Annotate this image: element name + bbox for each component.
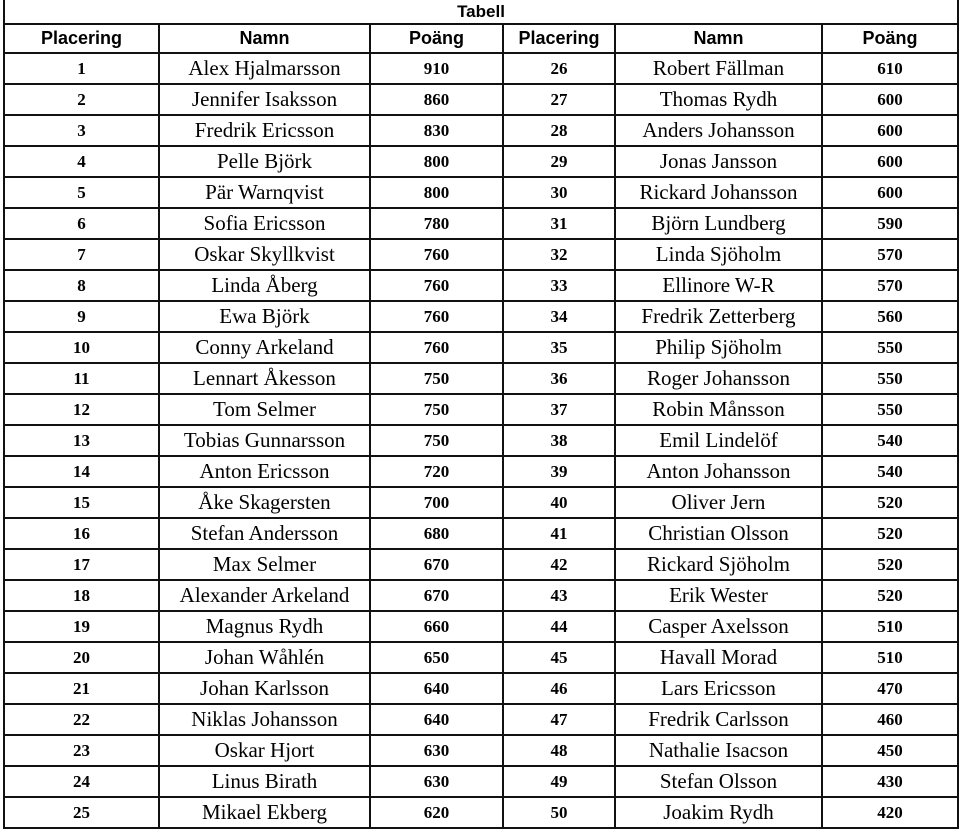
right-name-cell: Casper Axelsson <box>615 611 822 642</box>
left-rank-cell: 11 <box>4 363 159 394</box>
right-points-cell: 570 <box>822 270 958 301</box>
table-row <box>4 53 958 84</box>
left-points-cell: 680 <box>370 518 503 549</box>
table-row <box>4 735 958 766</box>
left-points-cell: 640 <box>370 704 503 735</box>
left-name-cell: Tom Selmer <box>159 394 370 425</box>
right-name-cell: Anders Johansson <box>615 115 822 146</box>
left-name-cell: Linda Åberg <box>159 270 370 301</box>
table-row <box>4 394 958 425</box>
left-name-cell: Johan Wåhlén <box>159 642 370 673</box>
right-points-cell: 460 <box>822 704 958 735</box>
right-rank-cell: 46 <box>503 673 615 704</box>
left-rank-cell: 9 <box>4 301 159 332</box>
right-rank-cell: 27 <box>503 84 615 115</box>
left-name-cell: Conny Arkeland <box>159 332 370 363</box>
right-points-cell: 550 <box>822 363 958 394</box>
left-name-cell: Mikael Ekberg <box>159 797 370 828</box>
right-name-cell: Fredrik Carlsson <box>615 704 822 735</box>
left-points-cell: 910 <box>370 53 503 84</box>
right-rank-cell: 50 <box>503 797 615 828</box>
right-name-cell: Thomas Rydh <box>615 84 822 115</box>
table-row <box>4 363 958 394</box>
left-name-cell: Johan Karlsson <box>159 673 370 704</box>
left-rank-cell: 15 <box>4 487 159 518</box>
right-rank-cell: 47 <box>503 704 615 735</box>
left-name-cell: Alex Hjalmarsson <box>159 53 370 84</box>
left-rank-cell: 17 <box>4 549 159 580</box>
right-rank-cell: 35 <box>503 332 615 363</box>
left-points-cell: 780 <box>370 208 503 239</box>
table-row <box>4 704 958 735</box>
right-name-cell: Robin Månsson <box>615 394 822 425</box>
left-rank-cell: 22 <box>4 704 159 735</box>
left-name-cell: Jennifer Isaksson <box>159 84 370 115</box>
right-rank-cell: 32 <box>503 239 615 270</box>
left-rank-cell: 4 <box>4 146 159 177</box>
table-row <box>4 332 958 363</box>
right-points-cell: 600 <box>822 146 958 177</box>
right-rank-cell: 42 <box>503 549 615 580</box>
left-points-cell: 630 <box>370 735 503 766</box>
table-row <box>4 766 958 797</box>
left-points-cell: 750 <box>370 425 503 456</box>
left-rank-cell: 23 <box>4 735 159 766</box>
right-name-cell: Philip Sjöholm <box>615 332 822 363</box>
column-header-poang-left: Poäng <box>370 24 503 53</box>
right-points-cell: 510 <box>822 642 958 673</box>
right-points-cell: 420 <box>822 797 958 828</box>
right-points-cell: 470 <box>822 673 958 704</box>
table-row <box>4 177 958 208</box>
right-points-cell: 540 <box>822 456 958 487</box>
left-name-cell: Lennart Åkesson <box>159 363 370 394</box>
left-points-cell: 670 <box>370 549 503 580</box>
right-name-cell: Erik Wester <box>615 580 822 611</box>
column-header-poang-right: Poäng <box>822 24 958 53</box>
left-name-cell: Fredrik Ericsson <box>159 115 370 146</box>
left-rank-cell: 5 <box>4 177 159 208</box>
right-rank-cell: 38 <box>503 425 615 456</box>
left-points-cell: 650 <box>370 642 503 673</box>
right-rank-cell: 44 <box>503 611 615 642</box>
left-points-cell: 760 <box>370 301 503 332</box>
left-name-cell: Tobias Gunnarsson <box>159 425 370 456</box>
right-name-cell: Christian Olsson <box>615 518 822 549</box>
left-points-cell: 660 <box>370 611 503 642</box>
right-rank-cell: 41 <box>503 518 615 549</box>
left-points-cell: 750 <box>370 394 503 425</box>
right-name-cell: Emil Lindelöf <box>615 425 822 456</box>
right-rank-cell: 49 <box>503 766 615 797</box>
right-points-cell: 450 <box>822 735 958 766</box>
right-points-cell: 540 <box>822 425 958 456</box>
right-name-cell: Anton Johansson <box>615 456 822 487</box>
left-points-cell: 640 <box>370 673 503 704</box>
right-points-cell: 560 <box>822 301 958 332</box>
table-title-row <box>4 0 958 24</box>
right-name-cell: Rickard Sjöholm <box>615 549 822 580</box>
right-rank-cell: 48 <box>503 735 615 766</box>
table-row <box>4 611 958 642</box>
right-points-cell: 520 <box>822 549 958 580</box>
right-points-cell: 600 <box>822 84 958 115</box>
left-points-cell: 760 <box>370 332 503 363</box>
table-row <box>4 549 958 580</box>
right-name-cell: Joakim Rydh <box>615 797 822 828</box>
left-points-cell: 800 <box>370 177 503 208</box>
right-name-cell: Fredrik Zetterberg <box>615 301 822 332</box>
right-name-cell: Robert Fällman <box>615 53 822 84</box>
right-name-cell: Jonas Jansson <box>615 146 822 177</box>
left-name-cell: Stefan Andersson <box>159 518 370 549</box>
left-points-cell: 800 <box>370 146 503 177</box>
column-header-namn-left: Namn <box>159 24 370 53</box>
right-rank-cell: 37 <box>503 394 615 425</box>
left-name-cell: Magnus Rydh <box>159 611 370 642</box>
left-name-cell: Linus Birath <box>159 766 370 797</box>
right-name-cell: Havall Morad <box>615 642 822 673</box>
right-points-cell: 430 <box>822 766 958 797</box>
right-rank-cell: 40 <box>503 487 615 518</box>
right-points-cell: 550 <box>822 332 958 363</box>
right-points-cell: 520 <box>822 487 958 518</box>
left-points-cell: 860 <box>370 84 503 115</box>
table-row <box>4 115 958 146</box>
left-rank-cell: 6 <box>4 208 159 239</box>
left-rank-cell: 14 <box>4 456 159 487</box>
right-rank-cell: 28 <box>503 115 615 146</box>
table-row <box>4 84 958 115</box>
left-rank-cell: 18 <box>4 580 159 611</box>
left-rank-cell: 25 <box>4 797 159 828</box>
left-points-cell: 630 <box>370 766 503 797</box>
table-row <box>4 580 958 611</box>
left-rank-cell: 20 <box>4 642 159 673</box>
right-rank-cell: 43 <box>503 580 615 611</box>
table-title: Tabell <box>4 0 958 24</box>
right-rank-cell: 33 <box>503 270 615 301</box>
left-name-cell: Åke Skagersten <box>159 487 370 518</box>
table-row <box>4 642 958 673</box>
column-header-placering-right: Placering <box>503 24 615 53</box>
left-name-cell: Sofia Ericsson <box>159 208 370 239</box>
column-header-namn-right: Namn <box>615 24 822 53</box>
left-name-cell: Alexander Arkeland <box>159 580 370 611</box>
table-row <box>4 146 958 177</box>
right-rank-cell: 34 <box>503 301 615 332</box>
left-name-cell: Pelle Björk <box>159 146 370 177</box>
right-name-cell: Roger Johansson <box>615 363 822 394</box>
table-row <box>4 673 958 704</box>
left-rank-cell: 10 <box>4 332 159 363</box>
table-row <box>4 456 958 487</box>
right-points-cell: 510 <box>822 611 958 642</box>
left-name-cell: Oskar Hjort <box>159 735 370 766</box>
right-name-cell: Oliver Jern <box>615 487 822 518</box>
column-header-placering-left: Placering <box>4 24 159 53</box>
left-name-cell: Anton Ericsson <box>159 456 370 487</box>
right-name-cell: Rickard Johansson <box>615 177 822 208</box>
table-row <box>4 301 958 332</box>
right-rank-cell: 45 <box>503 642 615 673</box>
column-header-row <box>4 24 958 53</box>
right-points-cell: 570 <box>822 239 958 270</box>
right-rank-cell: 30 <box>503 177 615 208</box>
right-name-cell: Nathalie Isacson <box>615 735 822 766</box>
right-name-cell: Björn Lundberg <box>615 208 822 239</box>
table-row <box>4 239 958 270</box>
left-rank-cell: 1 <box>4 53 159 84</box>
right-points-cell: 520 <box>822 580 958 611</box>
left-rank-cell: 8 <box>4 270 159 301</box>
left-points-cell: 760 <box>370 239 503 270</box>
right-points-cell: 590 <box>822 208 958 239</box>
left-points-cell: 830 <box>370 115 503 146</box>
right-rank-cell: 39 <box>503 456 615 487</box>
right-rank-cell: 36 <box>503 363 615 394</box>
left-points-cell: 720 <box>370 456 503 487</box>
right-points-cell: 550 <box>822 394 958 425</box>
right-rank-cell: 29 <box>503 146 615 177</box>
standings-table <box>3 0 959 829</box>
table-row <box>4 425 958 456</box>
left-rank-cell: 21 <box>4 673 159 704</box>
left-rank-cell: 2 <box>4 84 159 115</box>
table-row <box>4 487 958 518</box>
right-name-cell: Stefan Olsson <box>615 766 822 797</box>
left-name-cell: Max Selmer <box>159 549 370 580</box>
right-name-cell: Ellinore W-R <box>615 270 822 301</box>
left-name-cell: Ewa Björk <box>159 301 370 332</box>
table-row <box>4 518 958 549</box>
table-row <box>4 208 958 239</box>
right-points-cell: 520 <box>822 518 958 549</box>
left-points-cell: 670 <box>370 580 503 611</box>
table-row <box>4 270 958 301</box>
right-name-cell: Lars Ericsson <box>615 673 822 704</box>
table-body <box>4 53 958 828</box>
right-points-cell: 610 <box>822 53 958 84</box>
left-rank-cell: 13 <box>4 425 159 456</box>
right-points-cell: 600 <box>822 177 958 208</box>
left-rank-cell: 19 <box>4 611 159 642</box>
left-name-cell: Oskar Skyllkvist <box>159 239 370 270</box>
left-name-cell: Pär Warnqvist <box>159 177 370 208</box>
left-points-cell: 620 <box>370 797 503 828</box>
right-name-cell: Linda Sjöholm <box>615 239 822 270</box>
left-rank-cell: 16 <box>4 518 159 549</box>
left-points-cell: 750 <box>370 363 503 394</box>
right-rank-cell: 26 <box>503 53 615 84</box>
left-points-cell: 760 <box>370 270 503 301</box>
right-rank-cell: 31 <box>503 208 615 239</box>
right-points-cell: 600 <box>822 115 958 146</box>
left-rank-cell: 7 <box>4 239 159 270</box>
left-rank-cell: 12 <box>4 394 159 425</box>
left-rank-cell: 3 <box>4 115 159 146</box>
table-row <box>4 797 958 828</box>
left-rank-cell: 24 <box>4 766 159 797</box>
left-points-cell: 700 <box>370 487 503 518</box>
left-name-cell: Niklas Johansson <box>159 704 370 735</box>
